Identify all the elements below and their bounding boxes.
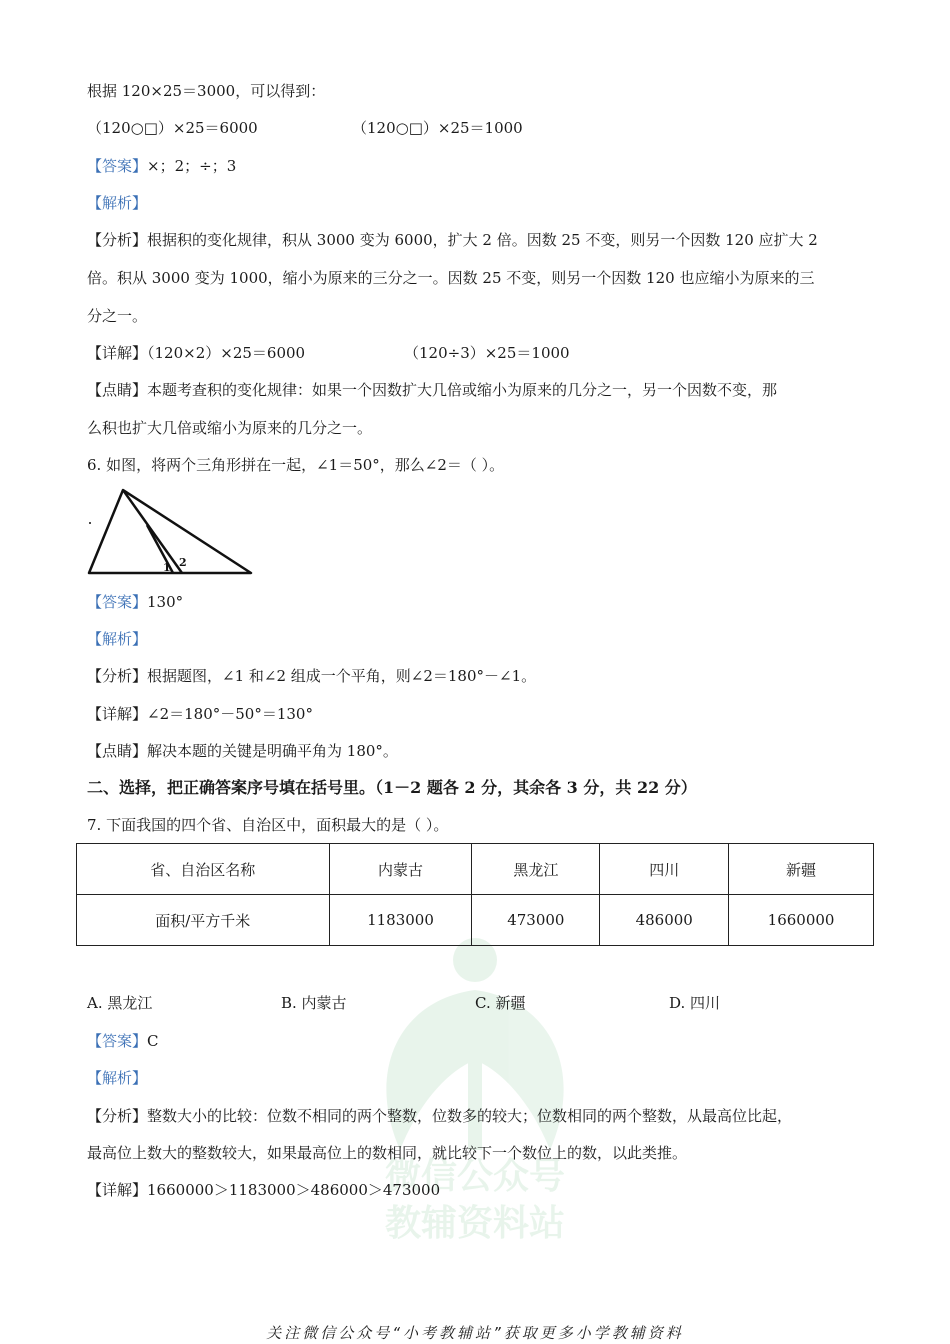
area-table <box>76 843 874 946</box>
option-d: D. 四川 <box>669 994 721 1012</box>
q5-fenxi-line-1 <box>87 230 818 250</box>
dianjing-text: 解决本题的关键是明确平角为 180°。 <box>147 742 398 760</box>
q7-fenxi-line-2: 最高位上数大的整数较大，如果最高位上的数相同，就比较下一个数位上的数，以此类推。 <box>87 1144 688 1162</box>
q7-answer <box>87 1031 159 1051</box>
option-c: C. 新疆 <box>475 994 526 1012</box>
angle-1-label: 1 <box>163 561 171 574</box>
q5-answer <box>87 156 236 176</box>
option-b: B. 内蒙古 <box>281 994 347 1012</box>
detail-tag: 【详解】 <box>87 344 148 362</box>
detail-text: ∠2＝180°－50°＝130° <box>147 705 313 723</box>
dianjing-text: 本题考查积的变化规律：如果一个因数扩大几倍或缩小为原来的几分之一，另一个因数不变，那 <box>147 381 778 399</box>
detail-a: （120×2）×25＝6000 <box>147 344 306 362</box>
q6-fenxi <box>87 666 536 686</box>
dianjing-tag: 【点睛】 <box>87 381 148 399</box>
fenxi-tag: 【分析】 <box>87 1107 148 1125</box>
detail-tag: 【详解】 <box>87 1181 148 1199</box>
dianjing-tag: 【点睛】 <box>87 742 148 760</box>
option-a: A. 黑龙江 <box>87 994 153 1012</box>
table-cell: 黑龙江 <box>472 844 600 895</box>
q5-fenxi-line-3: 分之一。 <box>87 307 148 325</box>
q5-fenxi-line-2: 倍。积从 3000 变为 1000，缩小为原来的三分之一。因数 25 不变，则另一个因数 120 也应缩小为原来的三 <box>87 269 815 287</box>
fenxi-text: 根据题图，∠1 和∠2 组成一个平角，则∠2＝180°－∠1。 <box>147 667 537 685</box>
answer-text: C <box>147 1032 159 1050</box>
q6-detail <box>87 704 313 724</box>
q5-analysis-tag: 【解析】 <box>87 194 148 212</box>
q5-dianjing-line-1 <box>87 380 777 400</box>
table-cell: 新疆 <box>729 844 874 895</box>
watermark-logo <box>340 920 610 1250</box>
fenxi-tag: 【分析】 <box>87 667 148 685</box>
svg-text:微信公众号: 微信公众号 <box>384 1156 566 1197</box>
q6-analysis-tag: 【解析】 <box>87 630 148 648</box>
q5-equation-2: （120○□）×25＝1000 <box>352 119 523 137</box>
q5-detail-b: （120÷3）×25＝1000 <box>404 344 570 362</box>
table-cell: 四川 <box>600 844 729 895</box>
q7-detail <box>87 1180 440 1200</box>
angle-2-label: 2 <box>179 556 187 569</box>
table-cell: 省、自治区名称 <box>77 844 330 895</box>
answer-tag: 【答案】 <box>87 593 148 611</box>
detail-text: 1660000＞1183000＞486000＞473000 <box>147 1181 441 1199</box>
svg-text:教辅资料站: 教辅资料站 <box>384 1203 566 1244</box>
detail-tag: 【详解】 <box>87 705 148 723</box>
inner-line <box>123 490 182 573</box>
q7-analysis-tag: 【解析】 <box>87 1069 148 1087</box>
q7-question: 7. 下面我国的四个省、自治区中，面积最大的是（ ）。 <box>87 816 449 834</box>
q6-dianjing <box>87 741 398 761</box>
table-cell: 1183000 <box>329 895 472 946</box>
q6-question: 6. 如图，将两个三角形拼在一起，∠1＝50°，那么∠2＝（ ）。 <box>87 456 505 474</box>
table-row <box>77 895 874 946</box>
footer-note: 关注微信公众号“小考教辅站”获取更多小学教辅资料 <box>266 1324 684 1342</box>
q7-fenxi-line-1 <box>87 1106 792 1126</box>
q5-equation-1: （120○□）×25＝6000 <box>87 119 258 137</box>
answer-text: ×；2；÷；3 <box>147 157 237 175</box>
table-cell: 473000 <box>472 895 600 946</box>
table-cell: 1660000 <box>729 895 874 946</box>
q6-answer <box>87 592 183 612</box>
q5-detail <box>87 343 305 363</box>
answer-tag: 【答案】 <box>87 1032 148 1050</box>
table-header-row <box>77 844 874 895</box>
q5-intro: 根据 120×25＝3000，可以得到： <box>87 82 326 100</box>
fenxi-text: 根据积的变化规律，积从 3000 变为 6000，扩大 2 倍。因数 25 不变，则另一个因数 120 应扩大 2 <box>147 231 818 249</box>
fenxi-tag: 【分析】 <box>87 231 148 249</box>
answer-tag: 【答案】 <box>87 157 148 175</box>
table-cell: 内蒙古 <box>329 844 472 895</box>
fenxi-text: 整数大小的比较：位数不相同的两个整数，位数多的较大；位数相同的两个整数，从最高位比起， <box>147 1107 793 1125</box>
section-heading: 二、选择，把正确答案序号填在括号里。（1－2 题各 2 分，其余各 3 分，共 22 分） <box>87 778 697 797</box>
table-cell: 面积/平方千米 <box>77 895 330 946</box>
triangles-figure <box>85 485 260 580</box>
table-cell: 486000 <box>600 895 729 946</box>
answer-text: 130° <box>147 593 184 611</box>
q5-dianjing-line-2: 么积也扩大几倍或缩小为原来的几分之一。 <box>87 419 373 437</box>
